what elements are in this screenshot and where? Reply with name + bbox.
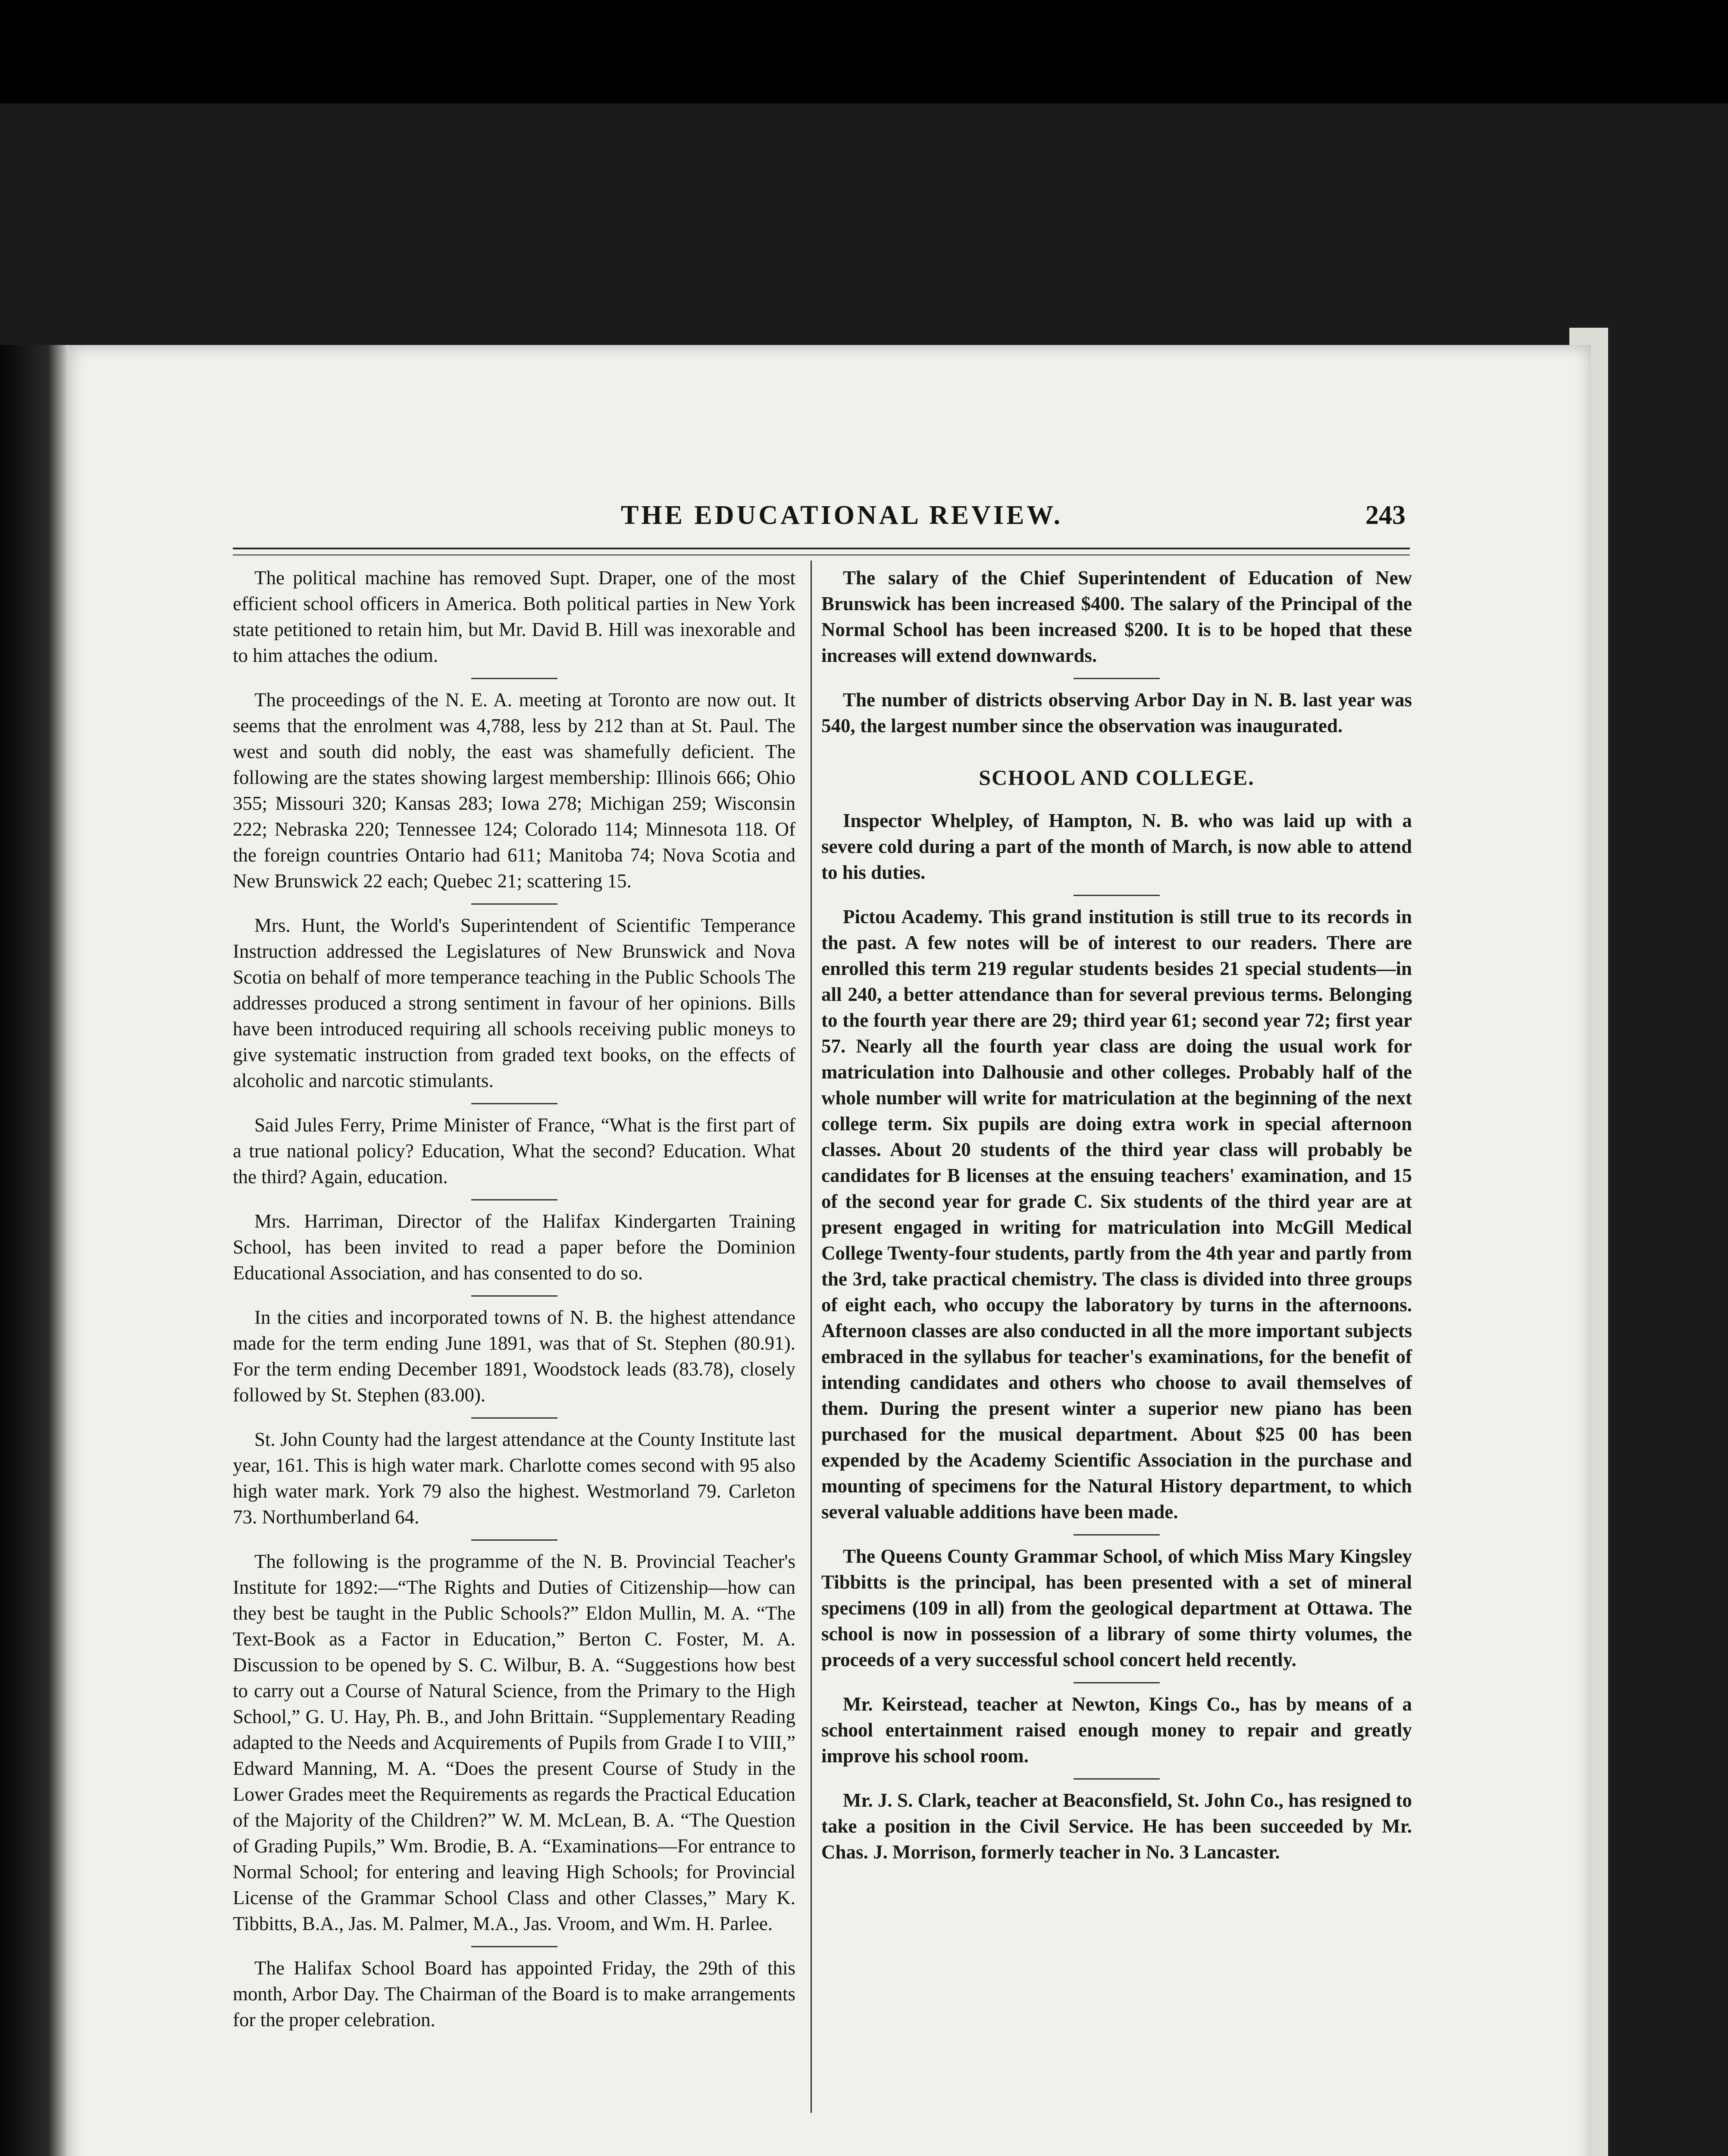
header-rule xyxy=(233,548,1410,555)
divider xyxy=(471,903,557,905)
paragraph-county-institute: St. John County had the largest attendance at the County Institute last year, 161. This is high water mark. Charlotte comes second with 95 also high water mark. York 79 also the highest. Westmorland 79. Carleton 73. Northumberland 64. xyxy=(233,1429,795,1528)
paragraph-nea-proceedings: The proceedings of the N. E. A. meeting at Toronto are now out. It seems that the enrolment was 4,788, less by 212 than at St. Paul. The west and south did nobly, the east was shamefully deficient. The following are the states showing largest membership: Illinois 666; Ohio 355; Missouri 320; Kansas 283; Iowa 278; Michigan 259; Wisconsin 222; Nebraska 220; Tennessee 124; Colorado 114; Minnesota 118. Of the foreign countries Ontario had 611; Manitoba 74; Nova Scotia and New Brunswick 22 each; Quebec 21; scattering 15. xyxy=(233,689,795,892)
divider xyxy=(471,678,557,679)
page-header xyxy=(233,500,1406,539)
paragraph-attendance: In the cities and incorporated towns of N. B. the highest attendance made for the term ending June 1891, was that of St. Stephen (80.91). For the term ending December 1891, Woodstock leads (83.78), closely followed by St. Stephen (83.00). xyxy=(233,1307,795,1406)
paragraph-pictou-academy: Pictou Academy. This grand institution is still true to its records in the past. A few notes will be of interest to our readers. There are enrolled this term 219 regular students besides 21 special students—in all 240, a better attendance than for several previous terms. Belonging to the fourth year there are 29; third year 61; second year 72; first year 57. Nearly all the fourth year class are doing the usual work for matriculation into Dalhousie and other colleges. Probably half of the whole number will write for matriculation at the beginning of the next college term. Six pupils are doing extra work in special afternoon classes. About 20 students of the third year class will probably be candidates for B licenses at the ensuing teachers' examination, and 15 of the second year for grade C. Six students of the third year are at present engaged in writing for matriculation into McGill Medical College Twenty-four students, partly from the 4th year and partly from the 3rd, take practical chemistry. The class is divided into three groups of eight each, who occupy the laboratory by turns in the afternoons. Afternoon classes are also conducted in all the more important subjects embraced in the syllabus for teacher's examinations, for the benefit of intending candidates and others who choose to avail themselves of them. During the present winter a superior new piano has been purchased for the musical department. About $25 00 has been expended by the Academy Scientific Association in the purchase and mounting of specimens for the Natural History department, to which several valuable additions have been made. xyxy=(821,906,1412,1523)
divider xyxy=(471,1539,557,1541)
book-binding xyxy=(0,345,69,2156)
right-column xyxy=(821,565,1412,1874)
page-number: 243 xyxy=(1365,501,1406,530)
paragraph-draper: The political machine has removed Supt. Draper, one of the most efficient school officers in America. Both political parties in New York state petitioned to retain him, but Mr. David B. Hill was inexorable and to him attaches the odium. xyxy=(233,567,795,666)
paragraph-arbor-day-nb: The number of districts observing Arbor Day in N. B. last year was 540, the largest number since the observation was inaugurated. xyxy=(821,689,1412,736)
column-rule xyxy=(811,561,812,2113)
section-heading: SCHOOL AND COLLEGE. xyxy=(979,765,1255,790)
paragraph-jules-ferry: Said Jules Ferry, Prime Minister of France, “What is the first part of a true national policy? Education, What the second? Education. What the third? Again, education. xyxy=(233,1114,795,1188)
divider xyxy=(1074,1682,1160,1683)
paragraph-salary: The salary of the Chief Superintendent of Education of New Brunswick has been increased $400. The salary of the Principal of the Normal School has been increased $200. It is to be hoped that these increases will extend downwards. xyxy=(821,567,1412,666)
paragraph-whelpley: Inspector Whelpley, of Hampton, N. B. who was laid up with a severe cold during a part of the month of March, is now able to attend to his duties. xyxy=(821,810,1412,883)
divider xyxy=(471,1103,557,1104)
divider xyxy=(471,1295,557,1297)
divider xyxy=(471,1199,557,1200)
divider xyxy=(1074,895,1160,896)
divider xyxy=(1074,678,1160,679)
running-title: THE EDUCATIONAL REVIEW. xyxy=(621,501,1063,530)
divider xyxy=(471,1417,557,1419)
paragraph-mrs-harriman: Mrs. Harriman, Director of the Halifax Kindergarten Training School, has been invited to read a paper before the Dominion Educational Association, and has consented to do so. xyxy=(233,1210,795,1284)
paragraph-mrs-hunt: Mrs. Hunt, the World's Superintendent of Scientific Temperance Instruction addressed the Legislatures of New Brunswick and Nova Scotia on behalf of more temperance teaching in the Public Schools The addresses produced a strong sentiment in favour of her opinions. Bills have been introduced requiring all schools receiving public moneys to give systematic instruction from graded text books, on the effects of alcoholic and narcotic stimulants. xyxy=(233,915,795,1091)
divider xyxy=(1074,1778,1160,1780)
paragraph-queens-county: The Queens County Grammar School, of which Miss Mary Kingsley Tibbitts is the principal, has been presented with a set of mineral specimens (109 in all) from the geological department at Ottawa. The school is now in possession of a library of some thirty volumes, the proceeds of a very successful school concert held recently. xyxy=(821,1545,1412,1670)
left-column xyxy=(233,565,795,2042)
paragraph-arbor-day-halifax: The Halifax School Board has appointed Friday, the 29th of this month, Arbor Day. The Chairman of the Board is to make arrangements for the proper celebration. xyxy=(233,1957,795,2031)
divider xyxy=(471,1946,557,1947)
paragraph-keirstead: Mr. Keirstead, teacher at Newton, Kings Co., has by means of a school entertainment raised enough money to repair and greatly improve his school room. xyxy=(821,1693,1412,1767)
paragraph-clark: Mr. J. S. Clark, teacher at Beaconsfield, St. John Co., has resigned to take a position in the Civil Service. He has been succeeded by Mr. Chas. J. Morrison, formerly teacher in No. 3 Lancaster. xyxy=(821,1789,1412,1863)
paragraph-programme: The following is the programme of the N. B. Provincial Teacher's Institute for 1892:—“The Rights and Duties of Citizenship—how can they best be taught in the Public Schools?” Eldon Mullin, M. A. “The Text-Book as a Factor in Education,” Berton C. Foster, M. A. Discussion to be opened by S. C. Wilbur, B. A. “Suggestions how best to carry out a Course of Natural Science, from the Primary to the High School,” G. U. Hay, Ph. B., and John Brittain. “Supplementary Reading adapted to the Needs and Acquirements of Pupils from Grade I to VIII,” Edward Manning, M. A. “Does the present Course of Study in the Lower Grades meet the Requirements as regards the Practical Education of the Majority of the Children?” W. M. McLean, B. A. “The Question of Grading Pupils,” Wm. Brodie, B. A. “Examinations—For entrance to Normal School; for entering and leaving High Schools; for Provincial License of the Grammar School Class and other Classes,” Mary K. Tibbitts, B.A., Jas. M. Palmer, M.A., Jas. Vroom, and Wm. H. Parlee. xyxy=(233,1551,795,1934)
divider xyxy=(1074,1534,1160,1536)
